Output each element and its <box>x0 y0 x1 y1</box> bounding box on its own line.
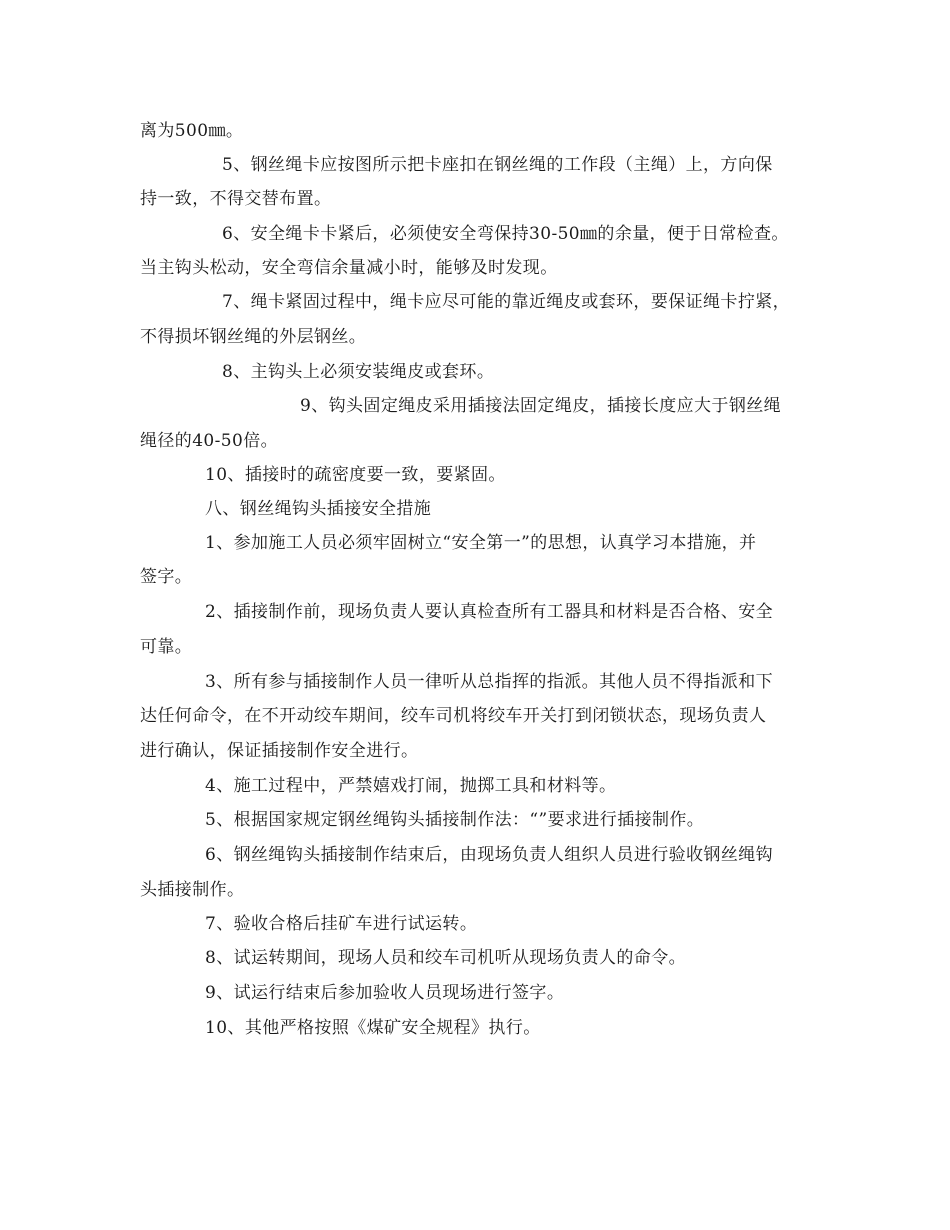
text-line: 可靠。 <box>140 637 193 657</box>
text-line: 4、施工过程中，严禁嬉戏打闹，抛掷工具和材料等。 <box>205 776 617 796</box>
text-line: 5、钢丝绳卡应按图所示把卡座扣在钢丝绳的工作段（主绳）上，方向保 <box>222 155 773 175</box>
text-line: 3、所有参与插接制作人员一律听从总指挥的指派。其他人员不得指派和下 <box>205 672 774 692</box>
text-line: 签字。 <box>140 567 193 587</box>
section-heading: 八、钢丝绳钩头插接安全措施 <box>205 499 432 519</box>
text-line: 10、其他严格按照《煤矿安全规程》执行。 <box>205 1018 541 1038</box>
text-line: 7、验收合格后挂矿车进行试运转。 <box>205 914 478 934</box>
text-line: 持一致，不得交替布置。 <box>140 189 332 209</box>
text-line: 9、试运行结束后参加验收人员现场进行签字。 <box>205 983 565 1003</box>
text-line: 7、绳卡紧固过程中，绳卡应尽可能的靠近绳皮或套环，要保证绳卡拧紧， <box>222 292 791 312</box>
text-line: 6、安全绳卡卡紧后，必须使安全弯保持30-50㎜的余量，便于日常检查。 <box>222 224 789 244</box>
text-line: 进行确认，保证插接制作安全进行。 <box>140 741 419 761</box>
text-line: 达任何命令，在不开动绞车期间，绞车司机将绞车开关打到闭锁状态，现场负责人 <box>140 706 767 726</box>
text-line: 8、试运转期间，现场人员和绞车司机听从现场负责人的命令。 <box>205 948 687 968</box>
text-line: 6、钢丝绳钩头插接制作结束后，由现场负责人组织人员进行验收钢丝绳钩 <box>205 845 774 865</box>
text-line: 不得损坏钢丝绳的外层钢丝。 <box>140 327 367 347</box>
text-line: 2、插接制作前，现场负责人要认真检查所有工器具和材料是否合格、安全 <box>205 602 774 622</box>
text-line: 5、根据国家规定钢丝绳钩头插接制作法：“”要求进行插接制作。 <box>205 810 705 830</box>
text-line: 离为500㎜。 <box>140 121 244 141</box>
text-line: 当主钩头松动，安全弯信余量减小时，能够及时发现。 <box>140 258 558 278</box>
text-line: 8、主钩头上必须安装绳皮或套环。 <box>222 362 495 382</box>
text-line: 头插接制作。 <box>140 880 245 900</box>
text-line: 绳径的40-50倍。 <box>140 431 279 451</box>
text-line: 1、参加施工人员必须牢固树立“安全第一”的思想，认真学习本措施，并 <box>205 533 757 553</box>
text-line: 10、插接时的疏密度要一致，要紧固。 <box>205 465 506 485</box>
text-line: 9、钩头固定绳皮采用插接法固定绳皮，插接长度应大于钢丝绳 <box>300 396 782 416</box>
